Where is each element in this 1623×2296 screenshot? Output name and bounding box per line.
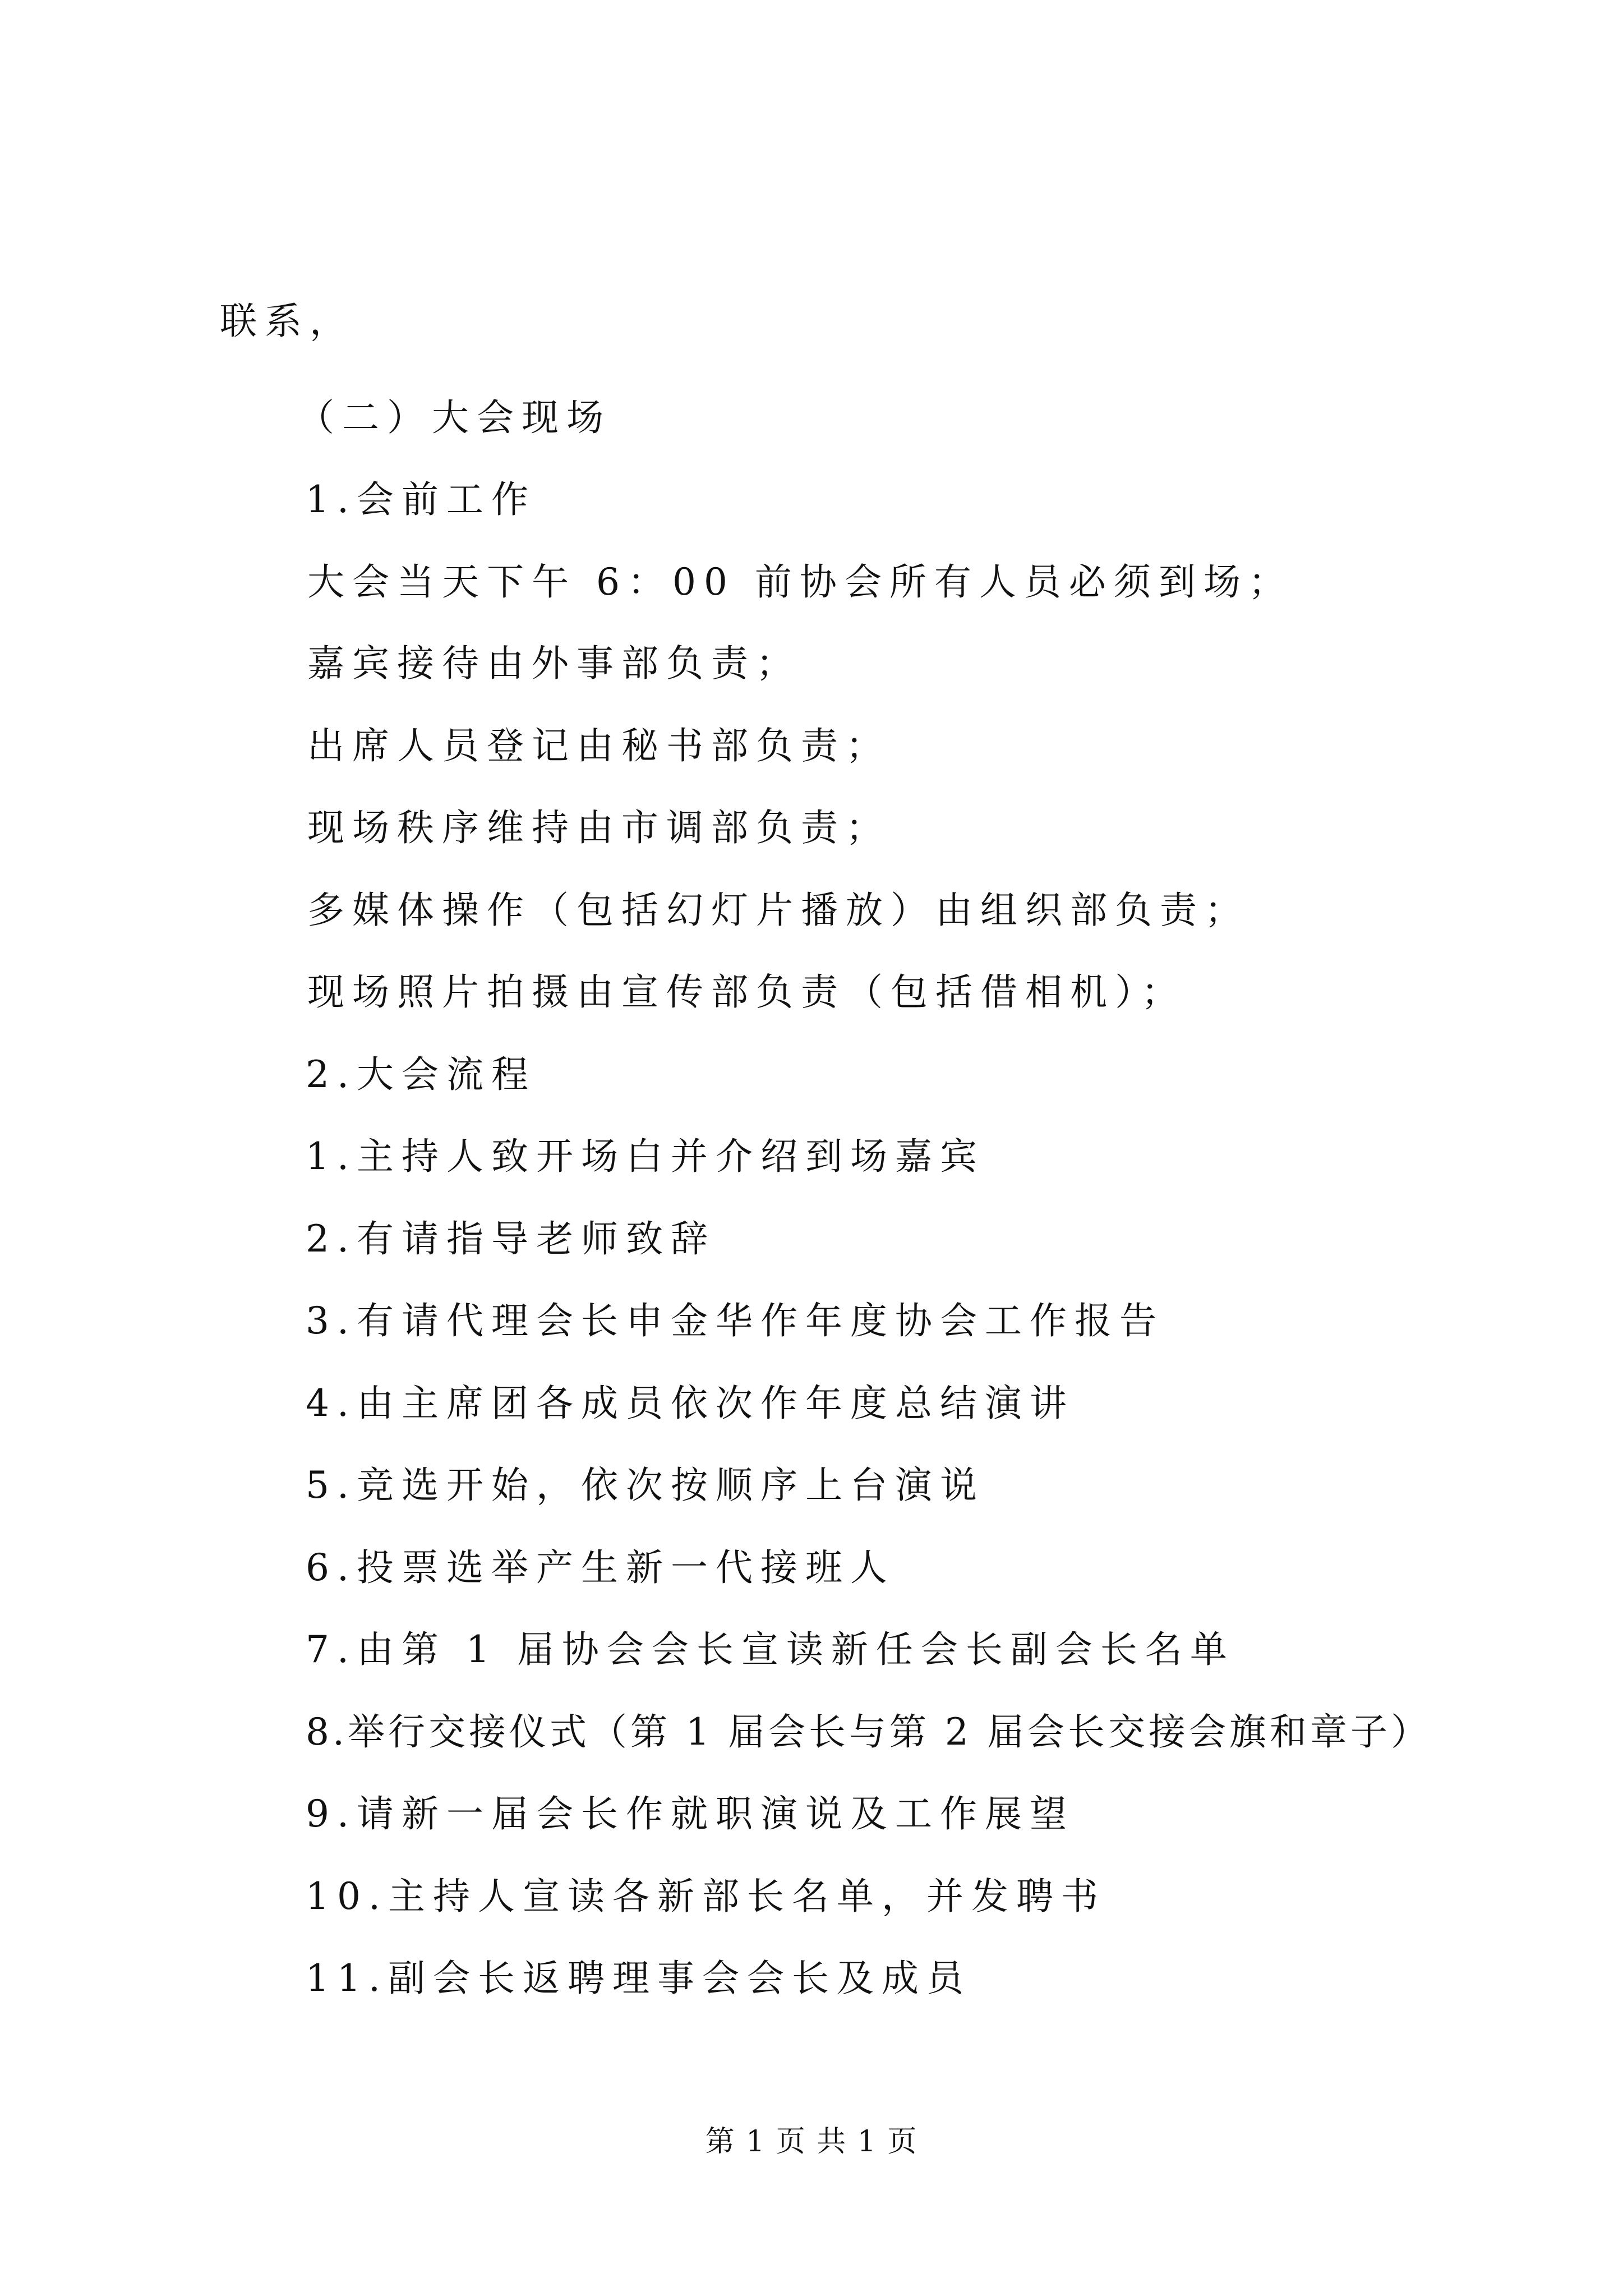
agenda-item-9: 9.请新一届会长作就职演说及工作展望 xyxy=(306,1792,1075,1835)
text-line-multimedia: 多媒体操作（包括幻灯片播放）由组织部负责； xyxy=(307,889,1249,932)
agenda-item-10: 10.主持人宣读各新部长名单，并发聘书 xyxy=(306,1875,1106,1918)
agenda-item-8: 8.举行交接仪式（第 1 届会长与第 2 届会长交接会旗和章子） xyxy=(306,1710,1431,1754)
agenda-item-2: 2.有请指导老师致辞 xyxy=(306,1217,716,1260)
text-line-arrival: 大会当天下午 6：00 前协会所有人员必须到场； xyxy=(307,560,1293,604)
agenda-item-4: 4.由主席团各成员依次作年度总结演讲 xyxy=(306,1382,1075,1425)
text-line-registration: 出席人员登记由秘书部负责； xyxy=(307,724,891,767)
text-line-guest-reception: 嘉宾接待由外事部负责； xyxy=(307,642,801,685)
text-line-photography: 现场照片拍摄由宣传部负责（包括借相机）； xyxy=(307,970,1186,1014)
subheading-agenda: 2.大会流程 xyxy=(306,1053,536,1096)
page-number-footer: 第 1 页 共 1 页 xyxy=(705,2125,918,2159)
section-heading-venue: （二）大会现场 xyxy=(297,396,611,439)
agenda-item-3: 3.有请代理会长申金华作年度协会工作报告 xyxy=(306,1299,1164,1342)
agenda-item-6: 6.投票选举产生新一代接班人 xyxy=(306,1546,895,1589)
subheading-pre-meeting: 1.会前工作 xyxy=(306,478,536,521)
agenda-item-7: 7.由第 1 届协会会长宣读新任会长副会长名单 xyxy=(306,1628,1235,1671)
agenda-item-5: 5.竞选开始，依次按顺序上台演说 xyxy=(306,1464,985,1507)
text-line-order: 现场秩序维持由市调部负责； xyxy=(307,806,891,849)
agenda-item-11: 11.副会长返聘理事会会长及成员 xyxy=(306,1957,971,2000)
text-line-1: 联系， xyxy=(220,300,354,343)
agenda-item-1: 1.主持人致开场白并介绍到场嘉宾 xyxy=(306,1135,985,1178)
